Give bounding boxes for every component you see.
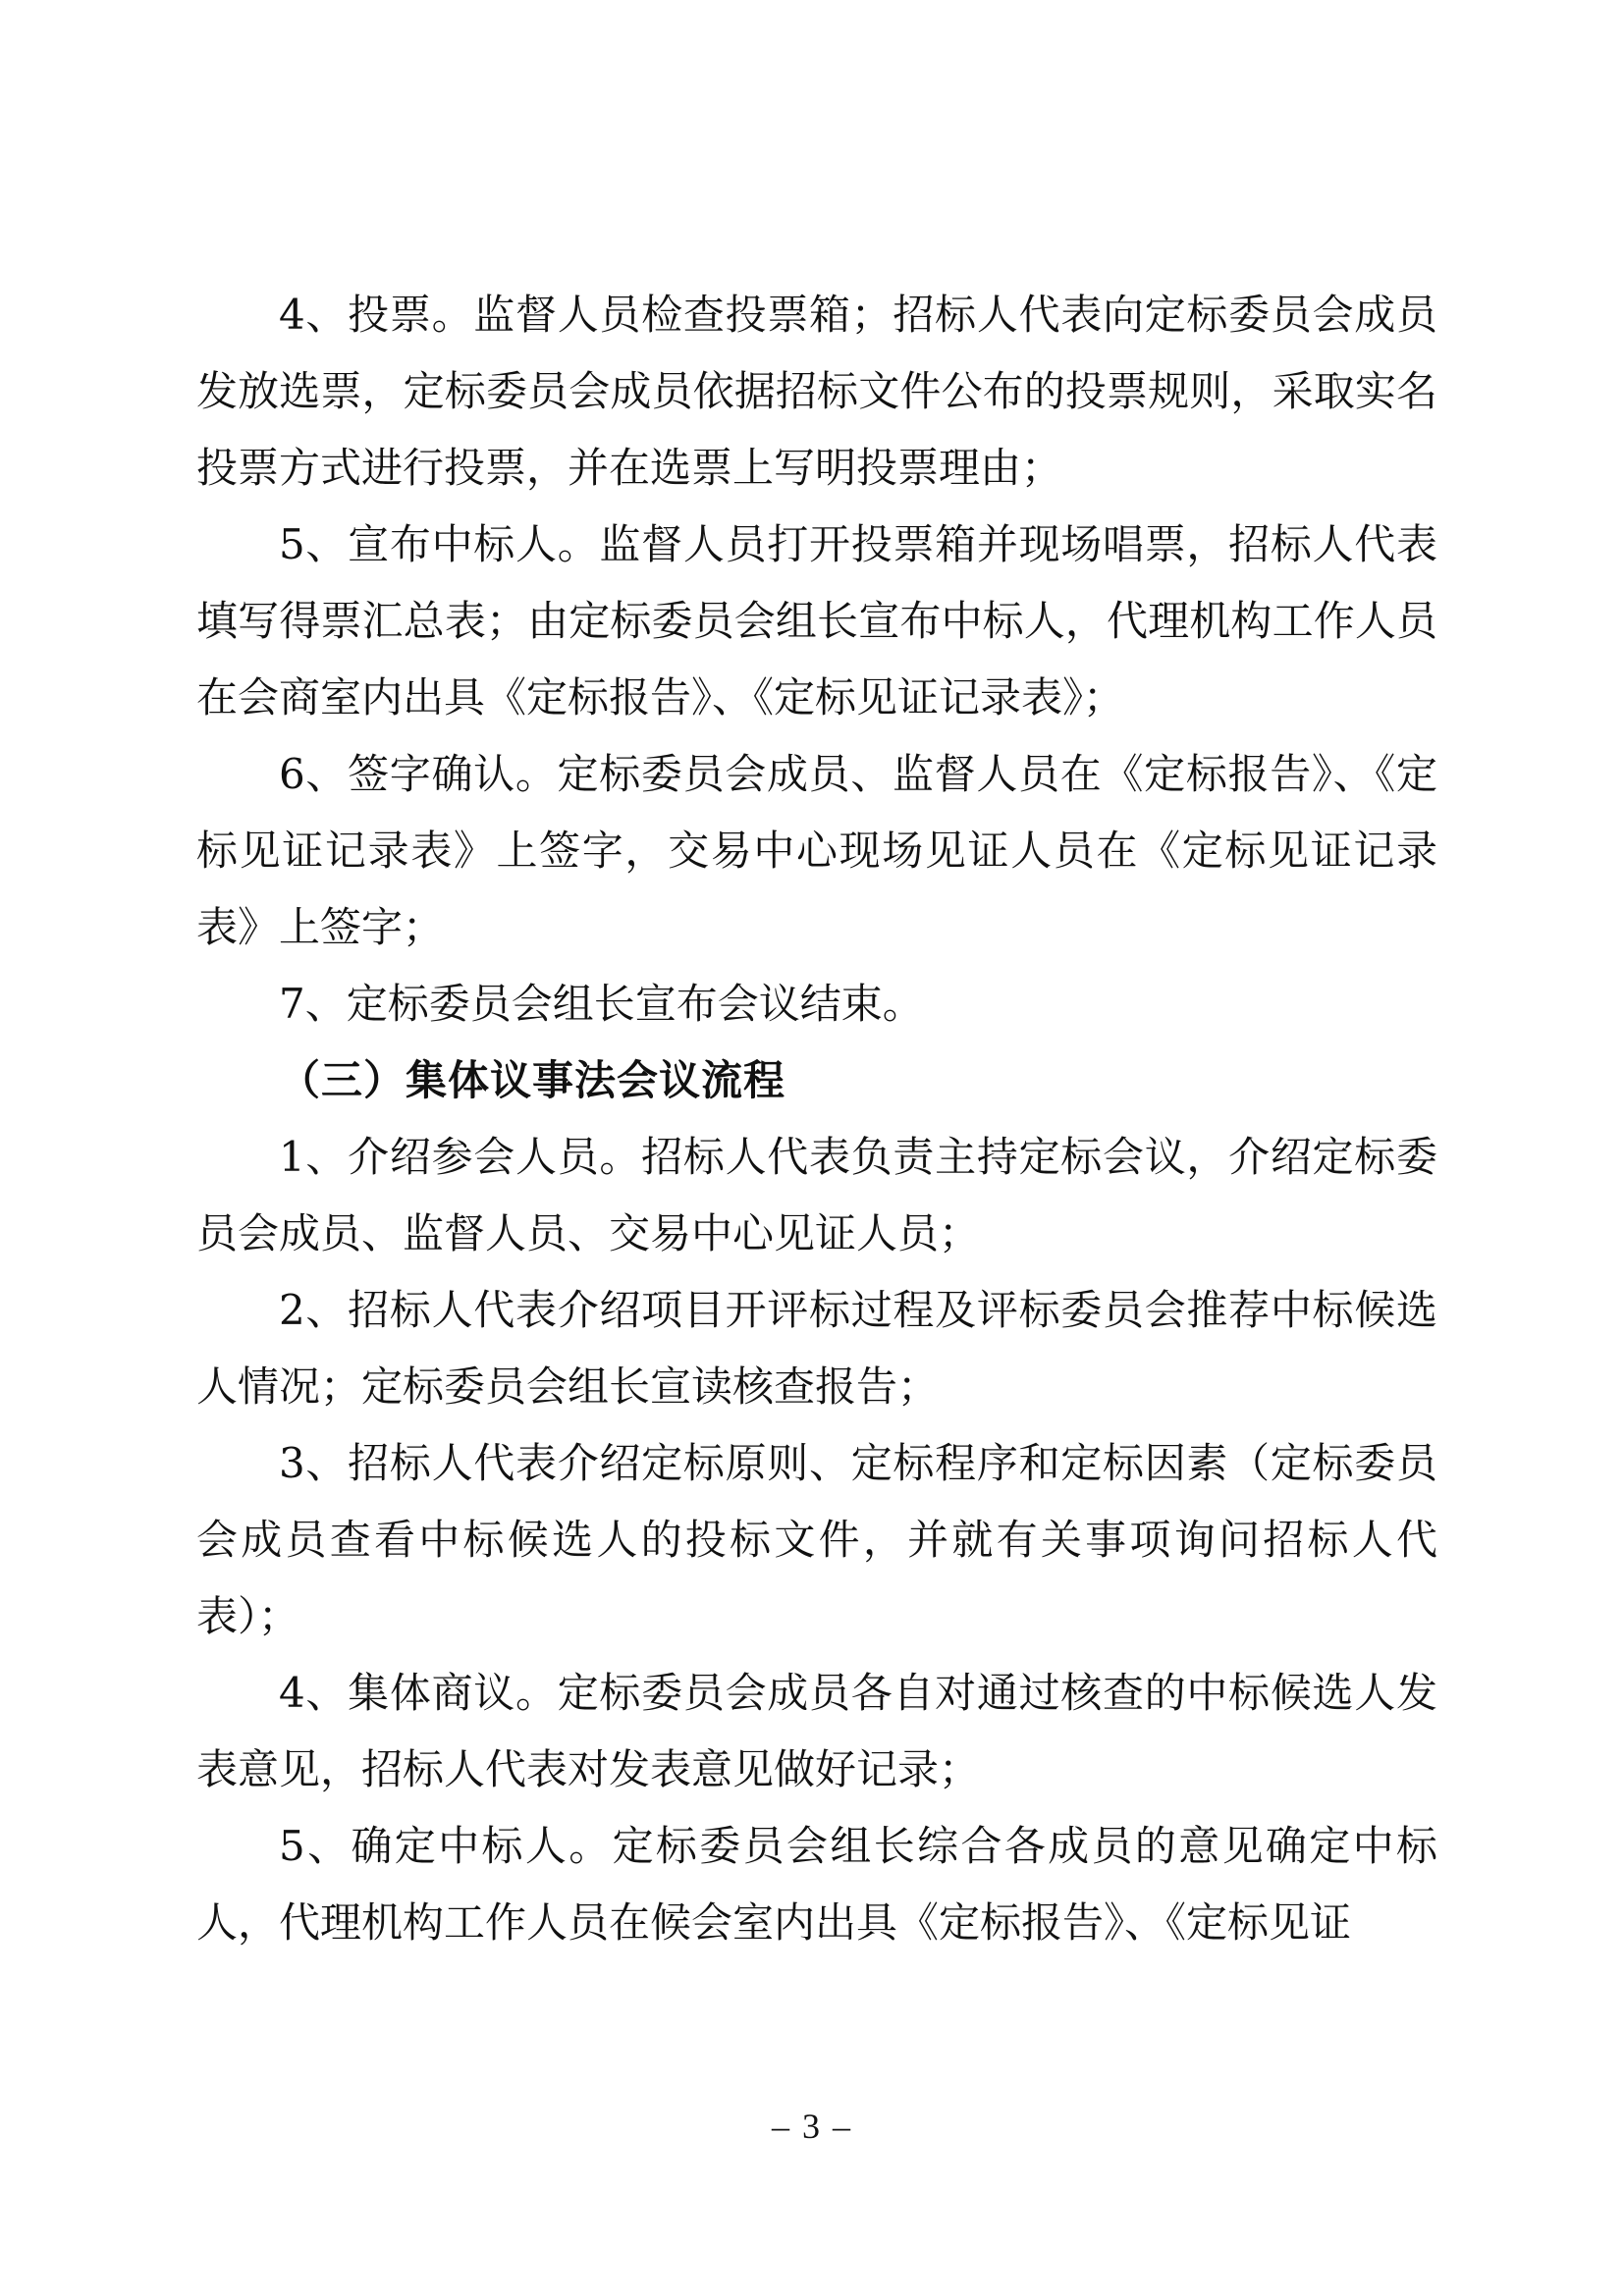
paragraph-step-7-meeting-end: 7、定标委员会组长宣布会议结束。: [279, 980, 924, 1028]
paragraph-step-5-announce-winner: 5、宣布中标人。监督人员打开投票箱并现场唱票，招标人代表填写得票汇总表；由定标委员会组长宣布中标人，代理机构工作人员在会商室内出具《定标报告》、《定标见证记录表》；: [196, 520, 1437, 721]
paragraph-step-5-determine-winner: 5、确定中标人。定标委员会组长综合各成员的意见确定中标人，代理机构工作人员在候会室内出具《定标报告》、《定标见证: [196, 1822, 1437, 1947]
page-number: – 3 –: [772, 2107, 852, 2146]
paragraph-step-2-introduce-process: 2、招标人代表介绍项目开评标过程及评标委员会推荐中标候选人情况；定标委员会组长宣读核查报告；: [196, 1286, 1437, 1411]
document-body: [196, 277, 1437, 1961]
paragraph-step-3-introduce-principles: 3、招标人代表介绍定标原则、定标程序和定标因素（定标委员会成员查看中标候选人的投标文件，并就有关事项询问招标人代表）；: [196, 1439, 1437, 1640]
paragraph-step-6-signature: 6、签字确认。定标委员会成员、监督人员在《定标报告》、《定标见证记录表》上签字，交易中心现场见证人员在《定标见证记录表》上签字；: [196, 750, 1437, 951]
paragraph-step-4-collective-discussion: 4、集体商议。定标委员会成员各自对通过核查的中标候选人发表意见，招标人代表对发表意见做好记录；: [196, 1669, 1437, 1793]
paragraph-step-4-voting: 4、投票。监督人员检查投票箱；招标人代表向定标委员会成员发放选票，定标委员会成员依据招标文件公布的投票规则，采取实名投票方式进行投票，并在选票上写明投票理由；: [196, 291, 1437, 492]
section-heading-collective-procedure: （三）集体议事法会议流程: [279, 1056, 786, 1104]
paragraph-step-1-introduce-attendees: 1、介绍参会人员。招标人代表负责主持定标会议，介绍定标委员会成员、监督人员、交易中心见证人员；: [196, 1133, 1437, 1257]
